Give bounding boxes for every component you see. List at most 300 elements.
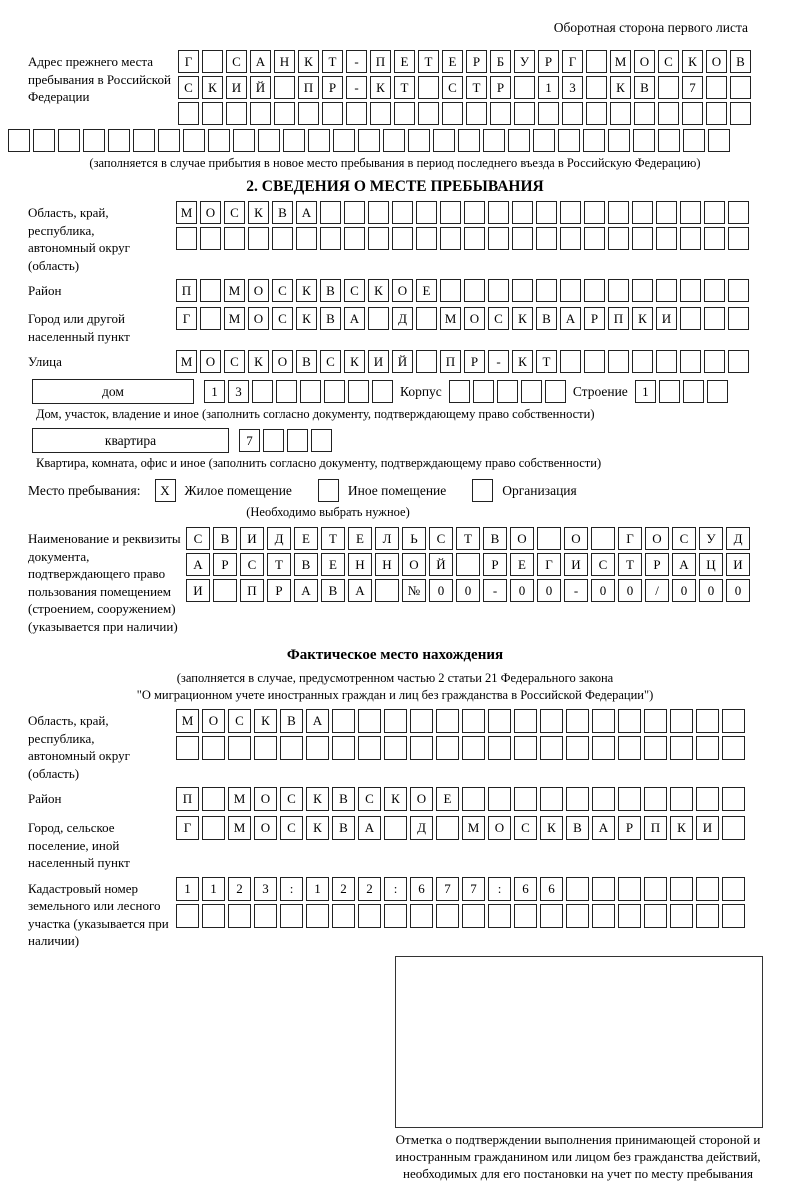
grid-cell[interactable]: И (226, 76, 247, 99)
grid-cell[interactable]: П (644, 816, 667, 840)
grid-cell[interactable] (228, 904, 251, 928)
grid-cell[interactable] (586, 50, 607, 73)
document-row-1[interactable] (186, 527, 750, 550)
grid-cell[interactable]: О (634, 50, 655, 73)
grid-cell[interactable] (488, 201, 509, 224)
grid-cell[interactable]: А (348, 579, 372, 602)
grid-cell[interactable]: А (250, 50, 271, 73)
grid-cell[interactable]: С (320, 350, 341, 373)
grid-cell[interactable]: А (186, 553, 210, 576)
grid-cell[interactable] (618, 877, 641, 901)
grid-cell[interactable] (634, 102, 655, 125)
grid-cell[interactable] (728, 279, 749, 302)
grid-cell[interactable] (274, 76, 295, 99)
grid-cell[interactable] (202, 816, 225, 840)
grid-cell[interactable]: С (240, 553, 264, 576)
grid-cell[interactable]: 1 (306, 877, 329, 901)
grid-cell[interactable] (696, 787, 719, 811)
grid-cell[interactable] (410, 709, 433, 733)
grid-cell[interactable] (644, 877, 667, 901)
grid-cell[interactable]: В (483, 527, 507, 550)
grid-cell[interactable] (592, 736, 615, 760)
grid-cell[interactable]: Г (176, 307, 197, 330)
grid-cell[interactable]: В (332, 787, 355, 811)
grid-cell[interactable]: А (296, 201, 317, 224)
grid-cell[interactable] (618, 709, 641, 733)
grid-cell[interactable] (696, 904, 719, 928)
grid-cell[interactable] (512, 279, 533, 302)
grid-cell[interactable] (514, 787, 537, 811)
grid-cell[interactable]: В (294, 553, 318, 576)
grid-cell[interactable]: В (634, 76, 655, 99)
grid-cell[interactable]: В (296, 350, 317, 373)
grid-cell[interactable] (536, 201, 557, 224)
grid-cell[interactable]: А (672, 553, 696, 576)
grid-cell[interactable] (254, 904, 277, 928)
grid-cell[interactable] (358, 736, 381, 760)
grid-cell[interactable]: К (296, 307, 317, 330)
grid-cell[interactable]: В (730, 50, 751, 73)
grid-cell[interactable] (708, 129, 730, 152)
prev-address-row-1[interactable] (178, 50, 751, 73)
stay-type-checkbox-residential[interactable]: X (155, 479, 176, 502)
grid-cell[interactable]: В (320, 307, 341, 330)
grid-cell[interactable]: 1 (538, 76, 559, 99)
grid-cell[interactable]: С (226, 50, 247, 73)
grid-cell[interactable] (632, 227, 653, 250)
grid-cell[interactable] (332, 709, 355, 733)
cadastre-row-2[interactable] (176, 904, 745, 928)
city-row[interactable] (176, 307, 749, 330)
grid-cell[interactable] (384, 709, 407, 733)
grid-cell[interactable] (680, 307, 701, 330)
grid-cell[interactable] (583, 129, 605, 152)
grid-cell[interactable] (659, 380, 680, 403)
grid-cell[interactable] (200, 307, 221, 330)
grid-cell[interactable] (183, 129, 205, 152)
grid-cell[interactable]: Т (267, 553, 291, 576)
grid-cell[interactable] (300, 380, 321, 403)
grid-cell[interactable]: О (410, 787, 433, 811)
grid-cell[interactable] (722, 816, 745, 840)
grid-cell[interactable]: В (272, 201, 293, 224)
grid-cell[interactable]: М (176, 709, 199, 733)
grid-cell[interactable]: П (176, 787, 199, 811)
grid-cell[interactable]: М (440, 307, 461, 330)
district-row[interactable] (176, 279, 749, 302)
grid-cell[interactable]: О (510, 527, 534, 550)
grid-cell[interactable] (540, 736, 563, 760)
grid-cell[interactable] (562, 102, 583, 125)
grid-cell[interactable] (233, 129, 255, 152)
grid-cell[interactable]: С (224, 350, 245, 373)
grid-cell[interactable] (394, 102, 415, 125)
grid-cell[interactable] (200, 227, 221, 250)
grid-cell[interactable] (333, 129, 355, 152)
grid-cell[interactable]: М (176, 201, 197, 224)
grid-cell[interactable] (722, 904, 745, 928)
grid-cell[interactable] (680, 201, 701, 224)
grid-cell[interactable] (272, 227, 293, 250)
grid-cell[interactable] (176, 904, 199, 928)
grid-cell[interactable]: М (610, 50, 631, 73)
grid-cell[interactable]: В (536, 307, 557, 330)
grid-cell[interactable] (224, 227, 245, 250)
grid-cell[interactable] (512, 227, 533, 250)
grid-cell[interactable] (392, 201, 413, 224)
grid-cell[interactable] (298, 102, 319, 125)
grid-cell[interactable]: С (224, 201, 245, 224)
grid-cell[interactable] (200, 279, 221, 302)
grid-cell[interactable]: 0 (672, 579, 696, 602)
grid-cell[interactable]: 1 (202, 877, 225, 901)
grid-cell[interactable] (680, 350, 701, 373)
grid-cell[interactable] (683, 380, 704, 403)
grid-cell[interactable]: М (462, 816, 485, 840)
grid-cell[interactable] (158, 129, 180, 152)
grid-cell[interactable] (436, 904, 459, 928)
grid-cell[interactable]: К (202, 76, 223, 99)
grid-cell[interactable]: 2 (358, 877, 381, 901)
grid-cell[interactable] (252, 380, 273, 403)
grid-cell[interactable] (722, 877, 745, 901)
grid-cell[interactable] (436, 709, 459, 733)
grid-cell[interactable]: В (213, 527, 237, 550)
grid-cell[interactable] (656, 350, 677, 373)
grid-cell[interactable]: Т (418, 50, 439, 73)
grid-cell[interactable] (228, 736, 251, 760)
grid-cell[interactable] (540, 787, 563, 811)
grid-cell[interactable] (536, 279, 557, 302)
grid-cell[interactable]: К (512, 307, 533, 330)
grid-cell[interactable] (418, 102, 439, 125)
grid-cell[interactable] (202, 50, 223, 73)
grid-cell[interactable]: Н (348, 553, 372, 576)
grid-cell[interactable] (306, 736, 329, 760)
grid-cell[interactable] (308, 129, 330, 152)
grid-cell[interactable] (680, 227, 701, 250)
grid-cell[interactable] (670, 736, 693, 760)
grid-cell[interactable] (670, 877, 693, 901)
grid-cell[interactable]: С (280, 816, 303, 840)
grid-cell[interactable] (728, 350, 749, 373)
grid-cell[interactable]: О (200, 350, 221, 373)
grid-cell[interactable] (410, 736, 433, 760)
grid-cell[interactable]: - (346, 50, 367, 73)
grid-cell[interactable] (704, 307, 725, 330)
grid-cell[interactable]: С (272, 307, 293, 330)
grid-cell[interactable] (704, 201, 725, 224)
grid-cell[interactable] (592, 904, 615, 928)
grid-cell[interactable]: И (240, 527, 264, 550)
grid-cell[interactable] (514, 76, 535, 99)
prev-address-row-3[interactable] (178, 102, 751, 125)
grid-cell[interactable] (656, 201, 677, 224)
grid-cell[interactable]: И (186, 579, 210, 602)
grid-cell[interactable] (296, 227, 317, 250)
grid-cell[interactable]: П (240, 579, 264, 602)
region-row-1[interactable] (176, 201, 749, 224)
grid-cell[interactable] (488, 709, 511, 733)
grid-cell[interactable]: О (248, 307, 269, 330)
grid-cell[interactable] (560, 201, 581, 224)
grid-cell[interactable]: В (321, 579, 345, 602)
grid-cell[interactable]: А (294, 579, 318, 602)
house-number-cells[interactable] (204, 380, 393, 403)
grid-cell[interactable]: 0 (726, 579, 750, 602)
grid-cell[interactable] (332, 736, 355, 760)
grid-cell[interactable] (202, 736, 225, 760)
grid-cell[interactable]: И (696, 816, 719, 840)
grid-cell[interactable] (683, 129, 705, 152)
grid-cell[interactable] (618, 904, 641, 928)
grid-cell[interactable] (226, 102, 247, 125)
grid-cell[interactable] (558, 129, 580, 152)
grid-cell[interactable]: 1 (204, 380, 225, 403)
grid-cell[interactable]: О (488, 816, 511, 840)
grid-cell[interactable]: В (566, 816, 589, 840)
grid-cell[interactable] (449, 380, 470, 403)
actual-region-row-1[interactable] (176, 709, 745, 733)
stay-type-checkbox-organization[interactable] (472, 479, 493, 502)
grid-cell[interactable]: К (306, 787, 329, 811)
grid-cell[interactable]: Г (176, 816, 199, 840)
grid-cell[interactable] (311, 429, 332, 452)
grid-cell[interactable] (644, 736, 667, 760)
grid-cell[interactable]: С (488, 307, 509, 330)
grid-cell[interactable] (416, 307, 437, 330)
grid-cell[interactable] (670, 904, 693, 928)
grid-cell[interactable] (324, 380, 345, 403)
grid-cell[interactable]: 1 (176, 877, 199, 901)
grid-cell[interactable]: М (228, 787, 251, 811)
grid-cell[interactable]: О (402, 553, 426, 576)
grid-cell[interactable] (208, 129, 230, 152)
grid-cell[interactable]: 1 (635, 380, 656, 403)
grid-cell[interactable] (560, 350, 581, 373)
grid-cell[interactable] (383, 129, 405, 152)
grid-cell[interactable]: 6 (410, 877, 433, 901)
grid-cell[interactable] (586, 76, 607, 99)
grid-cell[interactable] (384, 816, 407, 840)
grid-cell[interactable]: Ь (402, 527, 426, 550)
grid-cell[interactable] (728, 307, 749, 330)
grid-cell[interactable] (436, 816, 459, 840)
grid-cell[interactable]: С (591, 553, 615, 576)
grid-cell[interactable]: А (592, 816, 615, 840)
grid-cell[interactable] (108, 129, 130, 152)
grid-cell[interactable] (320, 227, 341, 250)
grid-cell[interactable] (202, 102, 223, 125)
grid-cell[interactable] (440, 279, 461, 302)
grid-cell[interactable] (537, 527, 561, 550)
grid-cell[interactable] (722, 709, 745, 733)
grid-cell[interactable] (632, 350, 653, 373)
grid-cell[interactable]: 7 (239, 429, 260, 452)
grid-cell[interactable]: Ц (699, 553, 723, 576)
grid-cell[interactable]: Т (456, 527, 480, 550)
grid-cell[interactable] (250, 102, 271, 125)
grid-cell[interactable] (488, 904, 511, 928)
grid-cell[interactable] (586, 102, 607, 125)
grid-cell[interactable]: И (368, 350, 389, 373)
grid-cell[interactable]: К (344, 350, 365, 373)
grid-cell[interactable] (178, 102, 199, 125)
grid-cell[interactable] (306, 904, 329, 928)
grid-cell[interactable]: С (514, 816, 537, 840)
grid-cell[interactable]: Б (490, 50, 511, 73)
grid-cell[interactable] (514, 102, 535, 125)
grid-cell[interactable]: - (483, 579, 507, 602)
grid-cell[interactable] (462, 787, 485, 811)
grid-cell[interactable]: Н (375, 553, 399, 576)
stroenie-cells[interactable] (635, 380, 728, 403)
grid-cell[interactable]: О (202, 709, 225, 733)
grid-cell[interactable] (368, 307, 389, 330)
grid-cell[interactable]: С (186, 527, 210, 550)
grid-cell[interactable] (416, 201, 437, 224)
grid-cell[interactable] (670, 787, 693, 811)
grid-cell[interactable]: П (440, 350, 461, 373)
grid-cell[interactable] (416, 227, 437, 250)
grid-cell[interactable] (608, 129, 630, 152)
grid-cell[interactable] (592, 877, 615, 901)
grid-cell[interactable] (658, 102, 679, 125)
grid-cell[interactable]: К (368, 279, 389, 302)
grid-cell[interactable]: Р (538, 50, 559, 73)
grid-cell[interactable] (591, 527, 615, 550)
grid-cell[interactable] (644, 787, 667, 811)
grid-cell[interactable] (533, 129, 555, 152)
grid-cell[interactable]: С (178, 76, 199, 99)
grid-cell[interactable] (368, 227, 389, 250)
grid-cell[interactable]: К (540, 816, 563, 840)
grid-cell[interactable] (538, 102, 559, 125)
grid-cell[interactable]: Е (294, 527, 318, 550)
grid-cell[interactable] (436, 736, 459, 760)
grid-cell[interactable] (456, 553, 480, 576)
grid-cell[interactable]: О (392, 279, 413, 302)
grid-cell[interactable] (618, 787, 641, 811)
grid-cell[interactable] (287, 429, 308, 452)
grid-cell[interactable]: 0 (510, 579, 534, 602)
grid-cell[interactable]: С (272, 279, 293, 302)
grid-cell[interactable]: К (254, 709, 277, 733)
grid-cell[interactable]: С (280, 787, 303, 811)
grid-cell[interactable]: Р (322, 76, 343, 99)
grid-cell[interactable] (618, 736, 641, 760)
grid-cell[interactable] (464, 279, 485, 302)
grid-cell[interactable] (696, 877, 719, 901)
grid-cell[interactable]: М (224, 307, 245, 330)
grid-cell[interactable] (644, 904, 667, 928)
grid-cell[interactable] (566, 709, 589, 733)
grid-cell[interactable]: Р (490, 76, 511, 99)
grid-cell[interactable] (656, 227, 677, 250)
grid-cell[interactable] (384, 736, 407, 760)
grid-cell[interactable] (682, 102, 703, 125)
grid-cell[interactable]: Т (394, 76, 415, 99)
stay-type-checkbox-other[interactable] (318, 479, 339, 502)
grid-cell[interactable]: О (200, 201, 221, 224)
grid-cell[interactable] (566, 787, 589, 811)
grid-cell[interactable]: Р (618, 816, 641, 840)
street-row[interactable] (176, 350, 749, 373)
grid-cell[interactable]: К (370, 76, 391, 99)
grid-cell[interactable]: - (564, 579, 588, 602)
grid-cell[interactable]: С (358, 787, 381, 811)
grid-cell[interactable]: О (248, 279, 269, 302)
grid-cell[interactable] (176, 227, 197, 250)
grid-cell[interactable]: Й (392, 350, 413, 373)
grid-cell[interactable] (497, 380, 518, 403)
grid-cell[interactable] (706, 76, 727, 99)
grid-cell[interactable] (670, 709, 693, 733)
grid-cell[interactable]: 7 (436, 877, 459, 901)
grid-cell[interactable]: / (645, 579, 669, 602)
prev-address-row-4[interactable] (8, 129, 762, 152)
grid-cell[interactable] (408, 129, 430, 152)
grid-cell[interactable]: № (402, 579, 426, 602)
grid-cell[interactable]: О (254, 816, 277, 840)
grid-cell[interactable]: О (706, 50, 727, 73)
grid-cell[interactable]: Д (267, 527, 291, 550)
grid-cell[interactable]: 0 (699, 579, 723, 602)
grid-cell[interactable]: С (344, 279, 365, 302)
grid-cell[interactable] (514, 709, 537, 733)
grid-cell[interactable] (440, 227, 461, 250)
grid-cell[interactable]: А (344, 307, 365, 330)
grid-cell[interactable] (545, 380, 566, 403)
grid-cell[interactable]: - (488, 350, 509, 373)
grid-cell[interactable]: Р (466, 50, 487, 73)
grid-cell[interactable] (358, 709, 381, 733)
grid-cell[interactable]: К (682, 50, 703, 73)
grid-cell[interactable] (346, 102, 367, 125)
grid-cell[interactable]: 7 (462, 877, 485, 901)
grid-cell[interactable] (462, 736, 485, 760)
grid-cell[interactable] (706, 102, 727, 125)
grid-cell[interactable]: 2 (332, 877, 355, 901)
grid-cell[interactable]: К (670, 816, 693, 840)
grid-cell[interactable]: К (512, 350, 533, 373)
grid-cell[interactable]: Е (348, 527, 372, 550)
grid-cell[interactable]: С (442, 76, 463, 99)
grid-cell[interactable]: Р (584, 307, 605, 330)
grid-cell[interactable] (632, 201, 653, 224)
grid-cell[interactable]: К (296, 279, 317, 302)
grid-cell[interactable] (508, 129, 530, 152)
grid-cell[interactable] (322, 102, 343, 125)
grid-cell[interactable]: Р (645, 553, 669, 576)
grid-cell[interactable] (248, 227, 269, 250)
grid-cell[interactable]: В (320, 279, 341, 302)
grid-cell[interactable] (707, 380, 728, 403)
grid-cell[interactable] (536, 227, 557, 250)
grid-cell[interactable]: К (248, 201, 269, 224)
grid-cell[interactable] (466, 102, 487, 125)
grid-cell[interactable]: Р (464, 350, 485, 373)
grid-cell[interactable] (58, 129, 80, 152)
grid-cell[interactable]: Е (321, 553, 345, 576)
apartment-cells[interactable] (239, 429, 332, 452)
grid-cell[interactable] (592, 787, 615, 811)
grid-cell[interactable] (213, 579, 237, 602)
grid-cell[interactable] (283, 129, 305, 152)
grid-cell[interactable] (274, 102, 295, 125)
grid-cell[interactable] (33, 129, 55, 152)
grid-cell[interactable] (263, 429, 284, 452)
